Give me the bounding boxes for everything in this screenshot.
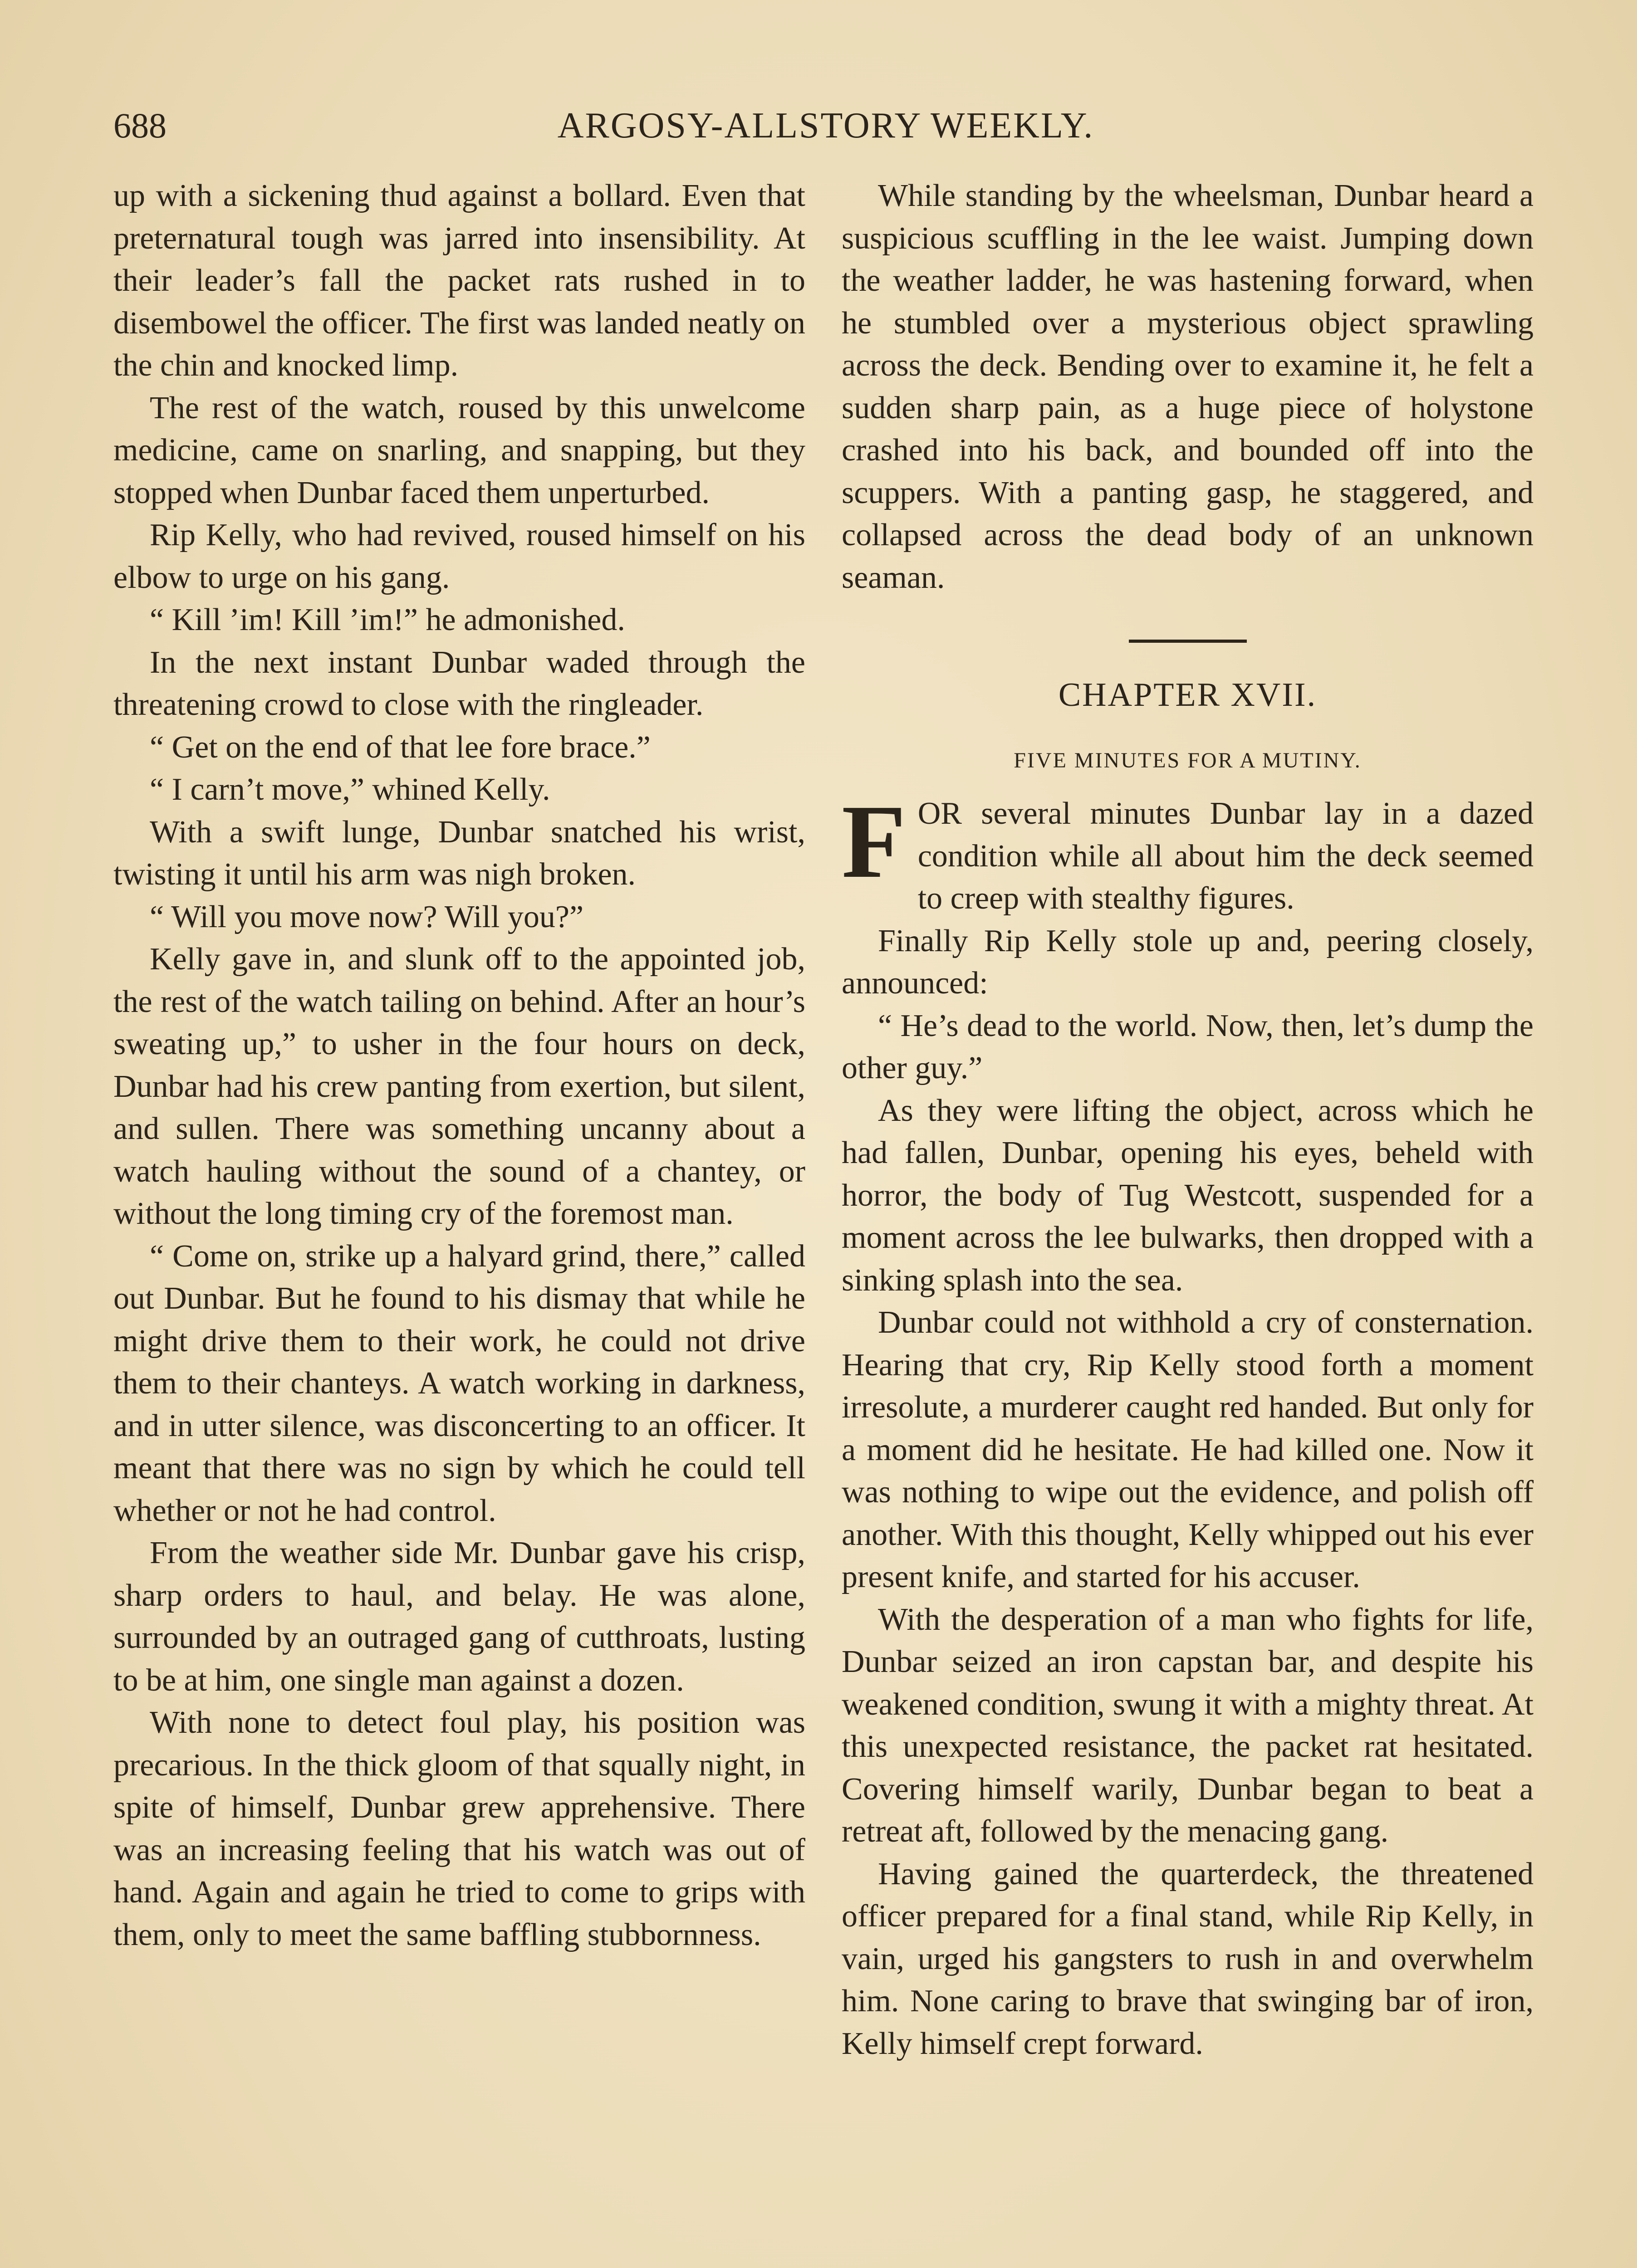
left-column	[113, 175, 805, 2268]
paragraph: As they were lifting the object, across which he had fallen, Dunbar, opening his eyes, beheld with horror, the body of Tug Westcott, suspended for a moment across the lee bulwarks, then dropped with a sinking splash into the sea.	[842, 1093, 1534, 1298]
running-title: ARGOSY-ALLSTORY WEEKLY.	[557, 106, 1094, 146]
opening-text: OR several minutes Dunbar lay in a dazed condition while all about him the deck seemed to creep with stealthy figures.	[917, 796, 1534, 916]
paragraph: Having gained the quarterdeck, the threatened officer prepared for a final stand, while Rip Kelly, in vain, urged his gangsters to rush in and overwhelm him. None caring to brave that swinging bar of iron, Kelly himself crept forward.	[842, 1856, 1534, 2061]
paragraph: With the desperation of a man who fights for life, Dunbar seized an iron capstan bar, and despite his weakened condition, swung it with a mighty threat. At this unexpected resistance, the packet rat hesitated. Covering himself warily, Dunbar began to beat a retreat aft, followed by the menacing gang.	[842, 1602, 1534, 1849]
drop-cap: F	[842, 783, 906, 900]
paragraph: Dunbar could not withhold a cry of consternation. Hearing that cry, Rip Kelly stood forth a moment irresolute, a murderer caught red handed. But only for a moment did he hesitate. He had killed one. Now it was nothing to wipe out the evidence, and polish off another. With this thought, Kelly whipped out his ever present knife, and started for his accuser.	[842, 1305, 1534, 1594]
paragraph: In the next instant Dunbar waded through the threatening crowd to close with the ringleader.	[113, 645, 805, 722]
paragraph: With none to detect foul play, his position was precarious. In the thick gloom of that squally night, in spite of himself, Dunbar grew apprehensive. There was an increasing feeling that his watch was out of hand. Again and again he tried to come to grips with them, only to meet the same baffling stubbornness.	[113, 1705, 805, 1952]
paragraph: From the weather side Mr. Dunbar gave his crisp, sharp orders to haul, and belay. He was alone, surrounded by an outraged gang of cutthroats, lusting to be at him, one single man against a dozen.	[113, 1535, 805, 1698]
paragraph: “ Will you move now? Will you?”	[150, 899, 584, 934]
chapter-opening-paragraph	[842, 783, 1534, 920]
paragraph: up with a sickening thud against a bollard. Even that preternatural tough was jarred into insensibility. At their leader’s fall the packet rats rushed in to disembowel the officer. The first was landed neatly on the chin and knocked limp.	[113, 178, 805, 383]
paragraph: “ Get on the end of that lee fore brace.”	[150, 729, 651, 765]
paragraph: With a swift lunge, Dunbar snatched his wrist, twisting it until his arm was nigh broken.	[113, 814, 805, 892]
paragraph: “ Kill ’im! Kill ’im!” he admonished.	[150, 602, 625, 637]
section-divider	[1129, 640, 1247, 643]
page-header	[113, 101, 1538, 151]
right-column	[842, 175, 1534, 2268]
paragraph: While standing by the wheelsman, Dunbar heard a suspicious scuffling in the lee waist. Jumping down the weather ladder, he was hastening forward, when he stumbled over a mysterious object sprawling across the deck. Bending over to examine it, he felt a sudden sharp pain, as a huge piece of holystone crashed into his back, and bounded off into the scuppers. With a panting gasp, he staggered, and collapsed across the dead body of an unknown seaman.	[842, 178, 1534, 595]
paragraph: The rest of the watch, roused by this unwelcome medicine, came on snarling, and snapping, but they stopped when Dunbar faced them unperturbed.	[113, 390, 805, 510]
paragraph: Rip Kelly, who had revived, roused himself on his elbow to urge on his gang.	[113, 518, 805, 595]
paragraph: “ Come on, strike up a halyard grind, there,” called out Dunbar. But he found to his dismay that while he might drive them to their work, he could not drive them to their chanteys. A watch working in darkness, and in utter silence, was disconcerting to an officer. It meant that there was no sign by which he could tell whether or not he had control.	[113, 1238, 805, 1528]
chapter-subtitle: FIVE MINUTES FOR A MUTINY.	[1014, 748, 1362, 772]
paragraph: Kelly gave in, and slunk off to the appointed job, the rest of the watch tailing on behind. After an hour’s sweating up,” to usher in the four hours on deck, Dunbar had his crew panting from exertion, but silent, and sullen. There was something uncanny about a watch hauling without the sound of a chantey, or without the long timing cry of the foremost man.	[113, 942, 805, 1231]
paragraph: “ I carn’t move,” whined Kelly.	[150, 772, 550, 807]
paragraph: Finally Rip Kelly stole up and, peering closely, announced:	[842, 923, 1534, 1001]
paragraph: “ He’s dead to the world. Now, then, let’s dump the other guy.”	[842, 1008, 1534, 1085]
chapter-title: CHAPTER XVII.	[1058, 676, 1317, 714]
page-number: 688	[113, 106, 167, 145]
